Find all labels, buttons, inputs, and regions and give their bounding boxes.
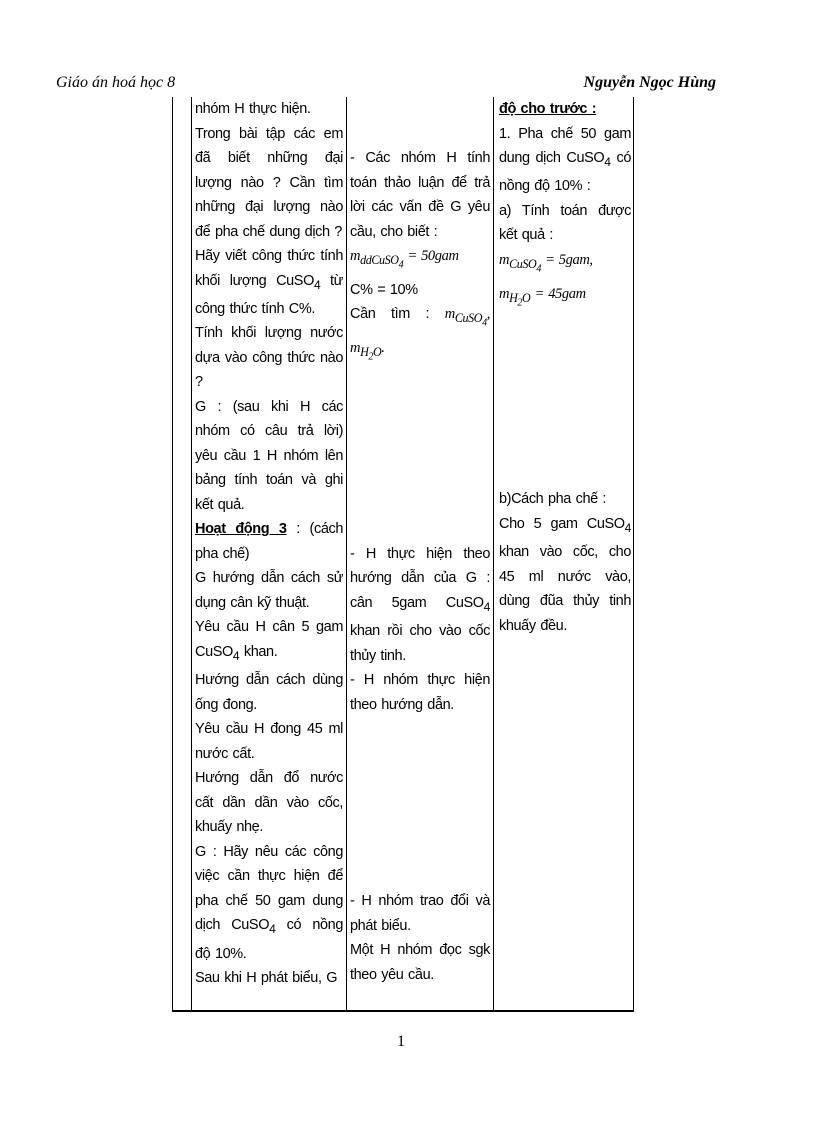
- spacer: [350, 97, 490, 146]
- spacer: [499, 315, 631, 487]
- text-line: a) Tính toán được kết quả :: [499, 202, 631, 244]
- teacher-activity-column: [195, 97, 343, 991]
- text-line: G hướng dẫn cách sử dụng cân kỹ thuật.: [195, 570, 343, 611]
- text-line: Hãy viết công thức tính khối lượng CuSO$_4$ từ công thức tính C%.: [195, 248, 343, 317]
- text-line: G : (sau khi H các nhóm có câu trả lời) yêu cầu 1 H nhóm lên bảng tính toán và ghi kết quả.: [195, 398, 343, 513]
- table-line-3: [493, 97, 494, 1010]
- spacer: [350, 370, 490, 542]
- text-line: - H thực hiện theo hướng dẫn của G : cân 5gam CuSO$_4$ khan rồi cho vào cốc thủy tinh.: [350, 545, 490, 664]
- text-line: Trong bài tập các em đã biết những đại lượng nào ? Cần tìm những đại lượng nào để pha chế dung dịch ?: [195, 125, 343, 240]
- header-left: Giáo án hoá học 8: [56, 74, 176, 91]
- text-line: Yêu cầu H cân 5 gam CuSO$_4$ khan.: [195, 619, 343, 663]
- text-line: - H nhóm thực hiện theo hướng dẫn.: [350, 672, 490, 713]
- text-line: Cho 5 gam CuSO$_4$ khan vào cốc, cho 45 ml nước vào, dùng đũa thủy tinh khuấy đều.: [499, 515, 631, 634]
- activity-heading: Hoạt động 3 : (cách pha chế): [195, 521, 343, 562]
- formula-line: $m_{ddCuSO_4} = 50gam$: [350, 248, 459, 271]
- text-line: Yêu cầu H đong 45 ml nước cất.: [195, 721, 343, 762]
- text-line: Một H nhóm đọc sgk theo yêu cầu.: [350, 942, 490, 983]
- content-heading: độ cho trước :: [499, 101, 597, 117]
- table-line-1: [191, 97, 192, 1010]
- spacer: [350, 717, 490, 889]
- text-line: Hướng dẫn đổ nước cất dần dần vào cốc, khuấy nhẹ.: [195, 770, 343, 836]
- table-line-2: [346, 97, 347, 1010]
- page-number: 1: [397, 1033, 405, 1050]
- text-line: Tính khối lượng nước dựa vào công thức nào ?: [195, 325, 343, 391]
- text-line: Cần tìm : $m_{CuSO_4}$, $m_{H_2O}$.: [350, 306, 490, 363]
- text-line: Sau khi H phát biểu, G: [195, 970, 338, 987]
- result-line: $m_{CuSO_4} = 5gam$,: [499, 251, 593, 275]
- text-line: 1. Pha chế 50 gam dung dịch CuSO$_4$ có nồng độ 10% :: [499, 125, 631, 195]
- text-line: C% = 10%: [350, 281, 418, 298]
- content-column: [499, 97, 631, 638]
- result-line: $m_{H_2O} = 45gam$: [499, 285, 586, 308]
- lesson-table: [172, 97, 634, 1012]
- header-right: Nguyễn Ngọc Hùng: [583, 74, 716, 91]
- text-line: Hướng dẫn cách dùng ống đong.: [195, 672, 343, 713]
- text-line: b)Cách pha chế :: [499, 491, 607, 508]
- student-activity-column: [350, 97, 490, 987]
- text-line: - H nhóm trao đổi và phát biểu.: [350, 893, 490, 934]
- text-line: nhóm H thực hiện.: [195, 101, 311, 117]
- text-line: - Các nhóm H tính toán thảo luận để trả lời các vấn đề G yêu cầu, cho biết :: [350, 150, 490, 240]
- text-line: G : Hãy nêu các công việc cần thực hiện để pha chế 50 gam dung dịch CuSO$_4$ có nồng độ 10%.: [195, 843, 343, 962]
